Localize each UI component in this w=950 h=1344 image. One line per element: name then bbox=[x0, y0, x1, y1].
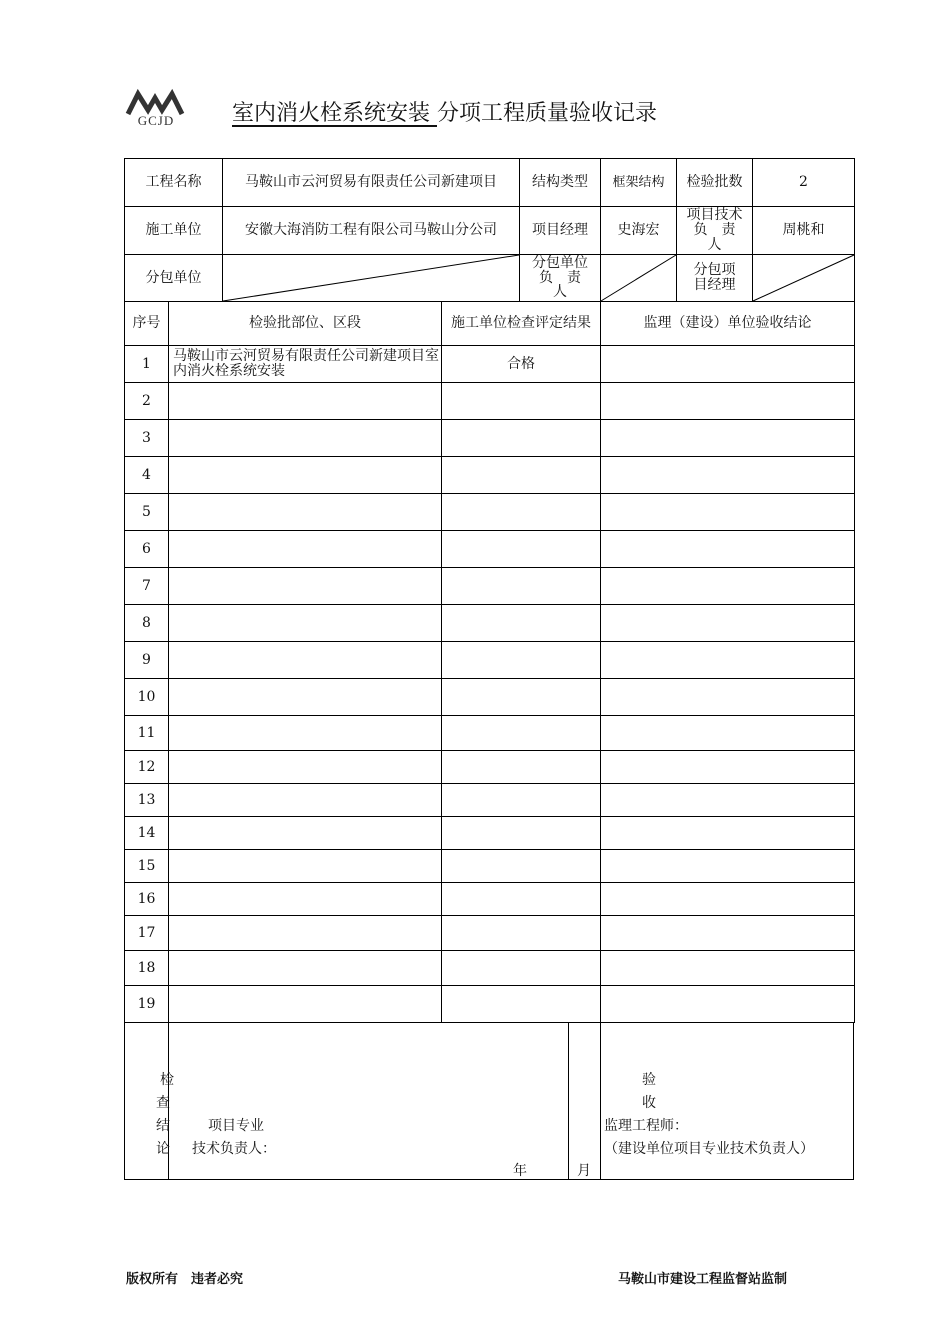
bottom-border bbox=[124, 1179, 854, 1180]
row-result bbox=[442, 883, 601, 916]
col-location: 检验批部位、区段 bbox=[169, 302, 442, 346]
row-number: 15 bbox=[125, 850, 169, 883]
row-conclusion bbox=[601, 679, 855, 716]
row-location bbox=[169, 457, 442, 494]
table-row bbox=[125, 568, 855, 605]
divider bbox=[600, 1023, 601, 1180]
divider bbox=[853, 1023, 854, 1180]
signoff-block bbox=[124, 1023, 854, 1180]
row-result bbox=[442, 986, 601, 1023]
page-title bbox=[232, 96, 657, 127]
check-char: 结 bbox=[156, 1118, 170, 1134]
table-row bbox=[125, 642, 855, 679]
row-location bbox=[169, 568, 442, 605]
row-number: 17 bbox=[125, 916, 169, 951]
row-location bbox=[169, 850, 442, 883]
check-char: 查 bbox=[156, 1095, 170, 1111]
row-number: 12 bbox=[125, 751, 169, 784]
row-number: 7 bbox=[125, 568, 169, 605]
blank-diagonal bbox=[223, 255, 519, 301]
row-result bbox=[442, 751, 601, 784]
row-number: 10 bbox=[125, 679, 169, 716]
sub-manager-value bbox=[753, 255, 855, 302]
supervisor-label: 监理工程师： bbox=[604, 1118, 688, 1134]
structure-type-label: 结构类型 bbox=[520, 159, 601, 207]
table-row bbox=[125, 679, 855, 716]
accept-char: 验 bbox=[642, 1072, 656, 1088]
sub-manager-label: 分包项目经理 bbox=[677, 255, 753, 302]
row-conclusion bbox=[601, 951, 855, 986]
row-conclusion bbox=[601, 383, 855, 420]
title-underlined: 室内消火栓系统安装 bbox=[232, 101, 437, 126]
tech-lead-sign-label-2: 技术负责人： bbox=[192, 1141, 276, 1157]
row-result bbox=[442, 679, 601, 716]
row-location bbox=[169, 751, 442, 784]
row-location bbox=[169, 494, 442, 531]
row-number: 13 bbox=[125, 784, 169, 817]
row-conclusion bbox=[601, 420, 855, 457]
row-number: 2 bbox=[125, 383, 169, 420]
row-result bbox=[442, 850, 601, 883]
divider bbox=[124, 1023, 125, 1180]
logo-text: GCJD bbox=[137, 113, 175, 128]
table-row bbox=[125, 916, 855, 951]
table-row bbox=[125, 883, 855, 916]
row-result bbox=[442, 605, 601, 642]
row-result bbox=[442, 817, 601, 850]
row-number: 11 bbox=[125, 716, 169, 751]
row-location bbox=[169, 420, 442, 457]
row-location bbox=[169, 605, 442, 642]
row-conclusion bbox=[601, 850, 855, 883]
batch-count-value: 2 bbox=[753, 159, 855, 207]
tech-lead-value: 周桃和 bbox=[753, 207, 855, 255]
row-result bbox=[442, 531, 601, 568]
col-seq: 序号 bbox=[125, 302, 169, 346]
sub-lead-value bbox=[601, 255, 677, 302]
table-row bbox=[125, 420, 855, 457]
issuer-text: 马鞍山市建设工程监督站监制 bbox=[618, 1272, 788, 1287]
table-row bbox=[125, 850, 855, 883]
row-result bbox=[442, 494, 601, 531]
table-row bbox=[125, 784, 855, 817]
col-result: 施工单位检查评定结果 bbox=[442, 302, 601, 346]
row-number: 8 bbox=[125, 605, 169, 642]
table-row bbox=[125, 346, 855, 383]
row-location bbox=[169, 383, 442, 420]
row-result bbox=[442, 420, 601, 457]
row-conclusion bbox=[601, 986, 855, 1023]
row-location bbox=[169, 986, 442, 1023]
project-name-label: 工程名称 bbox=[125, 159, 223, 207]
blank-diagonal bbox=[753, 255, 854, 301]
project-manager-label: 项目经理 bbox=[520, 207, 601, 255]
row-conclusion bbox=[601, 784, 855, 817]
row-number: 16 bbox=[125, 883, 169, 916]
row-result bbox=[442, 716, 601, 751]
row-location bbox=[169, 531, 442, 568]
row-number: 6 bbox=[125, 531, 169, 568]
row-location bbox=[169, 916, 442, 951]
row-result bbox=[442, 916, 601, 951]
row-conclusion bbox=[601, 457, 855, 494]
row-location bbox=[169, 784, 442, 817]
row-conclusion bbox=[601, 346, 855, 383]
construction-unit-value: 安徽大海消防工程有限公司马鞍山分公司 bbox=[223, 207, 520, 255]
table-row bbox=[125, 531, 855, 568]
row-number: 18 bbox=[125, 951, 169, 986]
title-rest: 分项工程质量验收记录 bbox=[437, 101, 658, 126]
row-result bbox=[442, 568, 601, 605]
row-conclusion bbox=[601, 817, 855, 850]
row-result bbox=[442, 383, 601, 420]
row-location bbox=[169, 883, 442, 916]
row-conclusion bbox=[601, 716, 855, 751]
subcontractor-label: 分包单位 bbox=[125, 255, 223, 302]
table-row bbox=[125, 383, 855, 420]
row-conclusion bbox=[601, 751, 855, 784]
month-label: 月 bbox=[577, 1163, 591, 1179]
row-location bbox=[169, 642, 442, 679]
table-row bbox=[125, 751, 855, 784]
tech-lead-label: 项目技术负 责 人 bbox=[677, 207, 753, 255]
project-name-value: 马鞍山市云河贸易有限责任公司新建项目 bbox=[223, 159, 520, 207]
table-row bbox=[125, 951, 855, 986]
row-conclusion bbox=[601, 883, 855, 916]
row-conclusion bbox=[601, 642, 855, 679]
structure-type-value: 框架结构 bbox=[601, 159, 677, 207]
row-result: 合格 bbox=[442, 346, 601, 383]
col-conclusion: 监理（建设）单位验收结论 bbox=[601, 302, 855, 346]
row-number: 19 bbox=[125, 986, 169, 1023]
row-number: 3 bbox=[125, 420, 169, 457]
row-result bbox=[442, 784, 601, 817]
row-result bbox=[442, 457, 601, 494]
owner-label: （建设单位项目专业技术负责人） bbox=[604, 1141, 814, 1157]
row-result bbox=[442, 642, 601, 679]
row-location: 马鞍山市云河贸易有限责任公司新建项目室内消火栓系统安装 bbox=[169, 346, 442, 383]
row-number: 14 bbox=[125, 817, 169, 850]
row-location bbox=[169, 951, 442, 986]
row-location bbox=[169, 716, 442, 751]
sub-lead-label: 分包单位负 责 人 bbox=[520, 255, 601, 302]
inspection-form bbox=[124, 158, 855, 1023]
row-number: 9 bbox=[125, 642, 169, 679]
table-row bbox=[125, 494, 855, 531]
divider bbox=[568, 1023, 569, 1180]
table-row bbox=[125, 817, 855, 850]
row-conclusion bbox=[601, 494, 855, 531]
row-conclusion bbox=[601, 568, 855, 605]
row-number: 1 bbox=[125, 346, 169, 383]
table-row bbox=[125, 986, 855, 1023]
row-location bbox=[169, 817, 442, 850]
table-row bbox=[125, 457, 855, 494]
row-number: 5 bbox=[125, 494, 169, 531]
tech-lead-sign-label-1: 项目专业 bbox=[208, 1118, 264, 1134]
project-manager-value: 史海宏 bbox=[601, 207, 677, 255]
row-number: 4 bbox=[125, 457, 169, 494]
row-conclusion bbox=[601, 531, 855, 568]
check-char: 论 bbox=[156, 1141, 170, 1157]
row-location bbox=[169, 679, 442, 716]
check-char: 检 bbox=[160, 1072, 174, 1088]
table-row bbox=[125, 605, 855, 642]
batch-count-label: 检验批数 bbox=[677, 159, 753, 207]
row-conclusion bbox=[601, 916, 855, 951]
copyright-text: 版权所有 违者必究 bbox=[126, 1272, 244, 1287]
year-label: 年 bbox=[513, 1163, 527, 1179]
accept-char: 收 bbox=[642, 1095, 656, 1111]
row-result bbox=[442, 951, 601, 986]
blank-diagonal bbox=[601, 255, 676, 301]
subcontractor-value bbox=[223, 255, 520, 302]
table-row bbox=[125, 716, 855, 751]
construction-unit-label: 施工单位 bbox=[125, 207, 223, 255]
row-conclusion bbox=[601, 605, 855, 642]
